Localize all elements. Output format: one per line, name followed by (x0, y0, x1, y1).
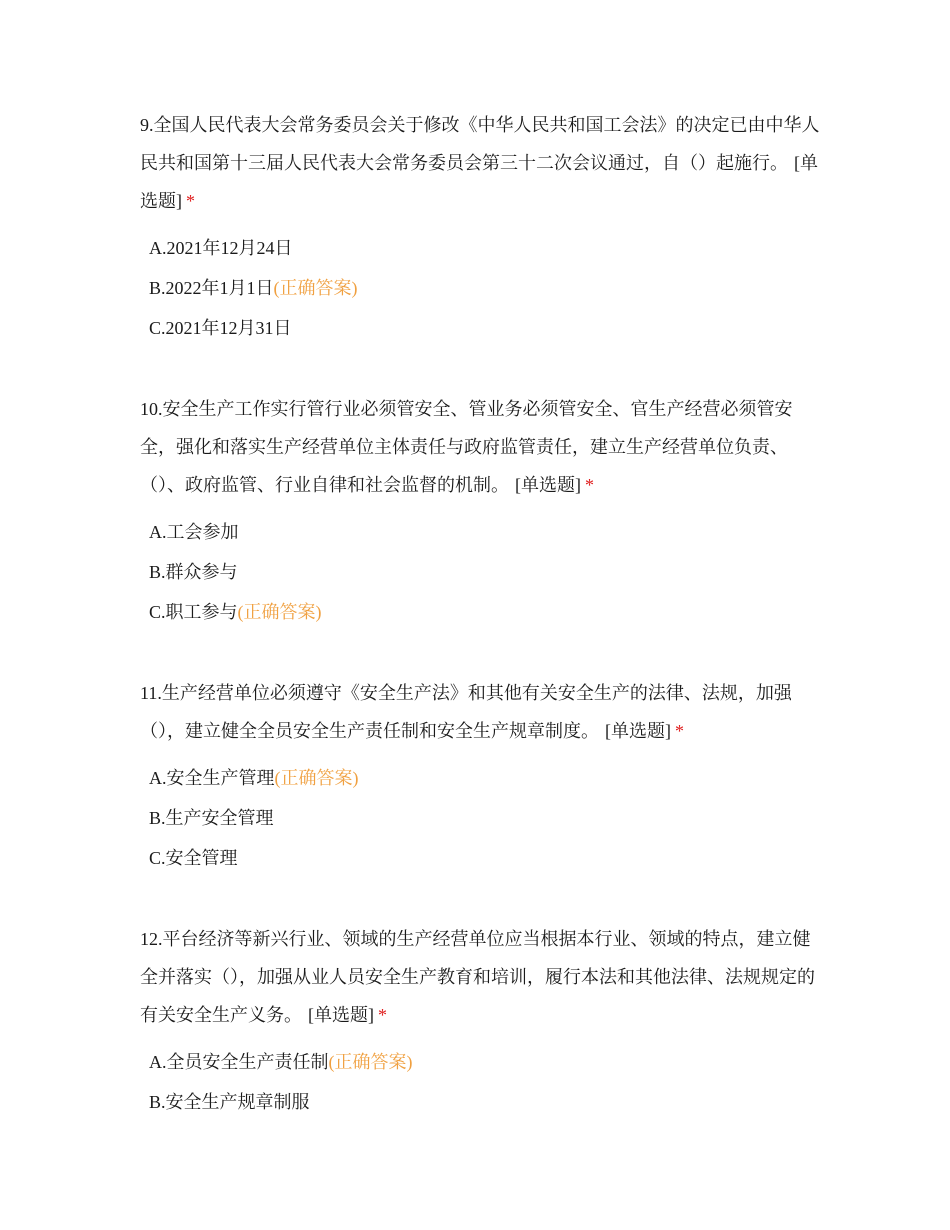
correct-answer-tag: (正确答案) (328, 1052, 413, 1072)
question-number: 12. (140, 929, 163, 949)
required-mark: * (585, 475, 594, 495)
option-item (140, 1042, 820, 1082)
question-text (140, 106, 820, 220)
question-type-label: [单选题] (605, 721, 671, 741)
option-label: A.工会参加 (149, 522, 239, 542)
option-item (140, 228, 820, 268)
question-number: 11. (140, 683, 162, 703)
option-item (140, 308, 820, 348)
question-text (140, 390, 820, 504)
question-number: 10. (140, 399, 163, 419)
question-list (140, 106, 820, 1164)
option-item (140, 512, 820, 552)
option-label: C.2021年12月31日 (149, 318, 292, 338)
correct-answer-tag: (正确答案) (273, 278, 358, 298)
correct-answer-tag: (正确答案) (237, 602, 322, 622)
option-label: A.2021年12月24日 (149, 238, 293, 258)
option-label: B.2022年1月1日 (149, 278, 274, 298)
question-stem: 平台经济等新兴行业、领域的生产经营单位应当根据本行业、领域的特点，建立健全并落实（），加强从业人员安全生产教育和培训，履行本法和其他法律、法规规定的有关安全生产义务。 (140, 929, 815, 1025)
question-type-label: [单选题] (515, 475, 581, 495)
option-label: A.全员安全生产责任制 (149, 1052, 329, 1072)
correct-answer-tag: (正确答案) (274, 768, 359, 788)
question-number: 9. (140, 115, 154, 135)
option-label: B.安全生产规章制服 (149, 1092, 310, 1112)
question-stem: 全国人民代表大会常务委员会关于修改《中华人民共和国工会法》的决定已由中华人民共和国第十三届人民代表大会常务委员会第三十二次会议通过，自（）起施行。 (140, 115, 820, 173)
question-text (140, 674, 820, 750)
option-item (140, 1082, 820, 1122)
option-item (140, 838, 820, 878)
option-item (140, 798, 820, 838)
option-label: B.生产安全管理 (149, 808, 274, 828)
question-item (140, 106, 820, 348)
question-stem: 安全生产工作实行管行业必须管安全、管业务必须管安全、官生产经营必须管安全，强化和落实生产经营单位主体责任与政府监管责任，建立生产经营单位负责、（）、政府监管、行业自律和社会监督的机制。 (140, 399, 793, 495)
option-item (140, 552, 820, 592)
option-label: B.群众参与 (149, 562, 238, 582)
option-label: A.安全生产管理 (149, 768, 275, 788)
question-stem: 生产经营单位必须遵守《安全生产法》和其他有关安全生产的法律、法规，加强（），建立健全全员安全生产责任制和安全生产规章制度。 (140, 683, 792, 741)
question-item (140, 920, 820, 1122)
question-item (140, 390, 820, 632)
option-label: C.职工参与 (149, 602, 238, 622)
option-item (140, 268, 820, 308)
question-text (140, 920, 820, 1034)
required-mark: * (378, 1005, 387, 1025)
question-type-label: [单选题] (308, 1005, 374, 1025)
required-mark: * (675, 721, 684, 741)
option-item (140, 758, 820, 798)
question-item (140, 674, 820, 878)
option-item (140, 592, 820, 632)
question-type-label: [单选题] (140, 153, 818, 211)
option-label: C.安全管理 (149, 848, 238, 868)
required-mark: * (186, 191, 195, 211)
